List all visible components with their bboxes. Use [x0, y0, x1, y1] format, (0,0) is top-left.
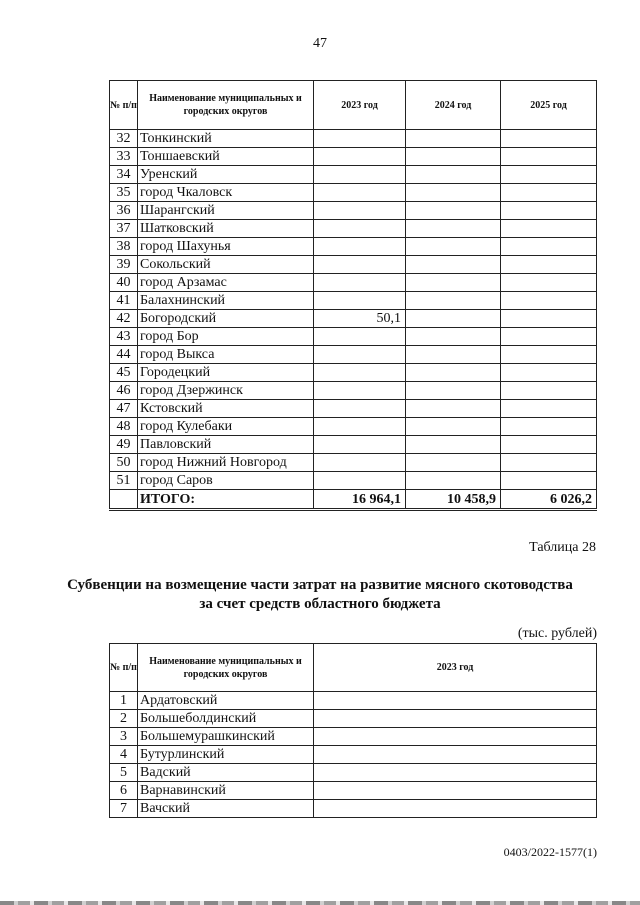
subsidy-table-continued — [109, 80, 597, 511]
scan-edge-strip — [0, 901, 640, 905]
row-number: 1 — [110, 692, 138, 710]
total-2025: 6 026,2 — [501, 490, 597, 510]
row-number: 51 — [110, 472, 138, 490]
district-name: город Бор — [138, 328, 314, 346]
district-name: город Шахунья — [138, 238, 314, 256]
value-2025 — [501, 364, 597, 382]
value-2024 — [406, 346, 501, 364]
value-2025 — [501, 346, 597, 364]
total-2023: 16 964,1 — [314, 490, 406, 510]
row-number: 39 — [110, 256, 138, 274]
value-2025 — [501, 148, 597, 166]
district-name: Богородский — [138, 310, 314, 328]
table-row — [110, 782, 597, 800]
table-row — [110, 436, 597, 454]
row-number: 47 — [110, 400, 138, 418]
value-2024 — [406, 382, 501, 400]
total-2024: 10 458,9 — [406, 490, 501, 510]
table-row — [110, 800, 597, 818]
table-row — [110, 310, 597, 328]
row-number: 40 — [110, 274, 138, 292]
row-number: 35 — [110, 184, 138, 202]
value-2023 — [314, 220, 406, 238]
value-2023 — [314, 364, 406, 382]
row-number: 48 — [110, 418, 138, 436]
table-row — [110, 382, 597, 400]
table-row — [110, 472, 597, 490]
value-2025 — [501, 400, 597, 418]
total-num-cell — [110, 490, 138, 510]
header-name: Наименование муниципальных и городских округов — [138, 81, 314, 130]
total-row — [110, 490, 597, 510]
value-2025 — [501, 472, 597, 490]
district-name: Вачский — [138, 800, 314, 818]
value-2024 — [406, 166, 501, 184]
value-2024 — [406, 292, 501, 310]
row-number: 42 — [110, 310, 138, 328]
value-2024 — [406, 256, 501, 274]
total-label: ИТОГО: — [138, 490, 314, 510]
row-number: 41 — [110, 292, 138, 310]
district-name: Шарангский — [138, 202, 314, 220]
row-number: 5 — [110, 764, 138, 782]
table-title: Субвенции на возмещение части затрат на развитие мясного скотоводства за счет средств областного бюджета — [67, 577, 573, 612]
table-row — [110, 274, 597, 292]
value-2023 — [314, 202, 406, 220]
table-row — [110, 728, 597, 746]
value-2023 — [314, 454, 406, 472]
value-2023 — [314, 692, 597, 710]
district-name: Тонкинский — [138, 130, 314, 148]
value-2024 — [406, 220, 501, 238]
value-2023: 50,1 — [314, 310, 406, 328]
value-2023 — [314, 238, 406, 256]
row-number: 43 — [110, 328, 138, 346]
value-2025 — [501, 238, 597, 256]
value-2025 — [501, 382, 597, 400]
value-2025 — [501, 310, 597, 328]
district-name: Сокольский — [138, 256, 314, 274]
table-row — [110, 328, 597, 346]
row-number: 46 — [110, 382, 138, 400]
row-number: 49 — [110, 436, 138, 454]
unit-label: (тыс. рублей) — [517, 626, 597, 641]
value-2023 — [314, 782, 597, 800]
row-number: 37 — [110, 220, 138, 238]
district-name: город Чкаловск — [138, 184, 314, 202]
district-name: город Выкса — [138, 346, 314, 364]
value-2024 — [406, 310, 501, 328]
value-2024 — [406, 274, 501, 292]
row-number: 6 — [110, 782, 138, 800]
value-2023 — [314, 328, 406, 346]
value-2024 — [406, 328, 501, 346]
table-row — [110, 346, 597, 364]
district-name: Уренский — [138, 166, 314, 184]
value-2024 — [406, 400, 501, 418]
value-2025 — [501, 220, 597, 238]
row-number: 7 — [110, 800, 138, 818]
header-2024: 2024 год — [406, 81, 501, 130]
table-row — [110, 184, 597, 202]
value-2024 — [406, 202, 501, 220]
district-name: Тоншаевский — [138, 148, 314, 166]
value-2023 — [314, 800, 597, 818]
value-2024 — [406, 130, 501, 148]
value-2024 — [406, 148, 501, 166]
value-2024 — [406, 364, 501, 382]
table-row — [110, 238, 597, 256]
row-number: 45 — [110, 364, 138, 382]
district-name: Городецкий — [138, 364, 314, 382]
value-2023 — [314, 728, 597, 746]
district-name: город Саров — [138, 472, 314, 490]
district-name: город Дзержинск — [138, 382, 314, 400]
header-num: № п/п — [110, 81, 138, 130]
header-num: № п/п — [110, 644, 138, 692]
district-name: Ардатовский — [138, 692, 314, 710]
row-number: 34 — [110, 166, 138, 184]
table-row — [110, 692, 597, 710]
row-number: 32 — [110, 130, 138, 148]
value-2025 — [501, 184, 597, 202]
table-row — [110, 292, 597, 310]
value-2023 — [314, 274, 406, 292]
table-row — [110, 418, 597, 436]
district-name: Варнавинский — [138, 782, 314, 800]
district-name: город Кулебаки — [138, 418, 314, 436]
value-2025 — [501, 292, 597, 310]
row-number: 2 — [110, 710, 138, 728]
value-2024 — [406, 472, 501, 490]
value-2023 — [314, 346, 406, 364]
value-2023 — [314, 184, 406, 202]
meat-cattle-subsidy-table — [109, 643, 597, 818]
value-2023 — [314, 472, 406, 490]
value-2024 — [406, 436, 501, 454]
value-2023 — [314, 166, 406, 184]
table-row — [110, 400, 597, 418]
value-2024 — [406, 238, 501, 256]
district-name: город Арзамас — [138, 274, 314, 292]
header-name: Наименование муниципальных и городских округов — [138, 644, 314, 692]
value-2023 — [314, 130, 406, 148]
row-number: 44 — [110, 346, 138, 364]
header-2025: 2025 год — [501, 81, 597, 130]
value-2023 — [314, 256, 406, 274]
district-name: Большеболдинский — [138, 710, 314, 728]
district-name: Кстовский — [138, 400, 314, 418]
value-2025 — [501, 274, 597, 292]
table-row — [110, 710, 597, 728]
row-number: 3 — [110, 728, 138, 746]
value-2024 — [406, 184, 501, 202]
value-2025 — [501, 418, 597, 436]
value-2023 — [314, 436, 406, 454]
value-2023 — [314, 418, 406, 436]
header-2023: 2023 год — [314, 81, 406, 130]
table-label: Таблица 28 — [529, 540, 596, 555]
value-2025 — [501, 436, 597, 454]
value-2025 — [501, 202, 597, 220]
value-2023 — [314, 764, 597, 782]
value-2023 — [314, 400, 406, 418]
district-name: Павловский — [138, 436, 314, 454]
table-row — [110, 364, 597, 382]
row-number: 36 — [110, 202, 138, 220]
value-2023 — [314, 746, 597, 764]
document-code: 0403/2022-1577(1) — [503, 845, 597, 859]
district-name: город Нижний Новгород — [138, 454, 314, 472]
table-row — [110, 220, 597, 238]
value-2025 — [501, 166, 597, 184]
value-2024 — [406, 418, 501, 436]
district-name: Большемурашкинский — [138, 728, 314, 746]
table-row — [110, 256, 597, 274]
row-number: 50 — [110, 454, 138, 472]
value-2023 — [314, 292, 406, 310]
table-row — [110, 148, 597, 166]
value-2025 — [501, 454, 597, 472]
table-row — [110, 764, 597, 782]
header-2023: 2023 год — [314, 644, 597, 692]
value-2023 — [314, 148, 406, 166]
row-number: 4 — [110, 746, 138, 764]
page-number: 47 — [313, 36, 327, 51]
value-2025 — [501, 256, 597, 274]
table-row — [110, 746, 597, 764]
value-2024 — [406, 454, 501, 472]
district-name: Балахнинский — [138, 292, 314, 310]
table-row — [110, 454, 597, 472]
value-2025 — [501, 130, 597, 148]
value-2025 — [501, 328, 597, 346]
district-name: Вадский — [138, 764, 314, 782]
row-number: 38 — [110, 238, 138, 256]
table-row — [110, 202, 597, 220]
table-row — [110, 130, 597, 148]
value-2023 — [314, 710, 597, 728]
district-name: Шатковский — [138, 220, 314, 238]
value-2023 — [314, 382, 406, 400]
table-row — [110, 166, 597, 184]
district-name: Бутурлинский — [138, 746, 314, 764]
row-number: 33 — [110, 148, 138, 166]
